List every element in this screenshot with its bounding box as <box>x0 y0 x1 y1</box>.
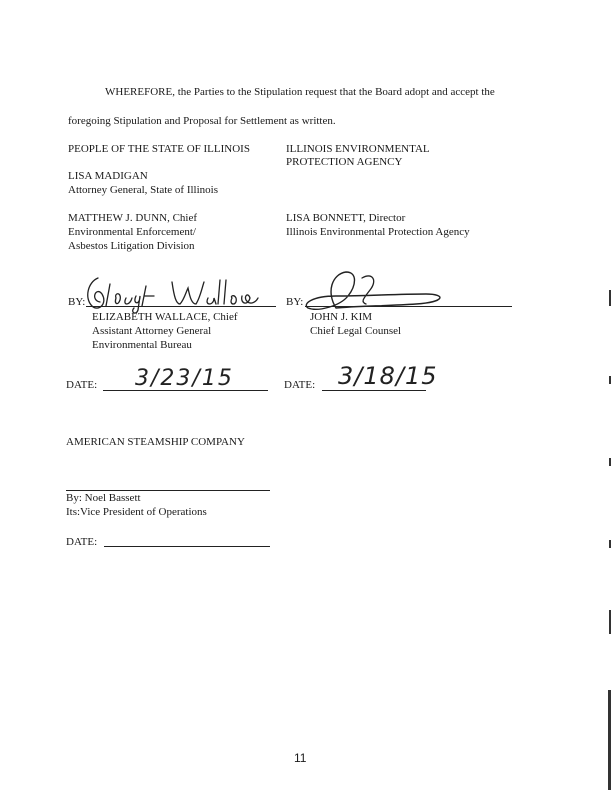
date-label-left: DATE: <box>66 379 98 391</box>
date-value-right: 3/18/15 <box>338 362 438 390</box>
paragraph-line-2: foregoing Stipulation and Proposal for Settlement as written. <box>68 115 336 127</box>
company-signature-line <box>66 490 270 491</box>
date-value-left: 3/23/15 <box>135 366 234 391</box>
left-signer-title-1: Assistant Attorney General <box>92 325 212 337</box>
page-number: 11 <box>294 751 307 765</box>
company-date-line <box>104 546 270 547</box>
company-name: AMERICAN STEAMSHIP COMPANY <box>66 436 245 448</box>
left-official-line-1: MATTHEW J. DUNN, Chief <box>68 212 198 224</box>
right-official-line-2: Illinois Environmental Protection Agency <box>286 226 470 238</box>
date-label-right: DATE: <box>284 379 316 391</box>
company-date-label: DATE: <box>66 536 98 548</box>
paragraph-line-1: WHEREFORE, the Parties to the Stipulation request that the Board adopt and accept the <box>105 86 495 98</box>
left-official-line-2: Environmental Enforcement/ <box>68 226 196 238</box>
right-signer-title: Chief Legal Counsel <box>310 325 402 337</box>
by-label-left: BY: <box>68 296 86 308</box>
left-signer-name: ELIZABETH WALLACE, Chief <box>92 311 238 323</box>
scan-edge-mark <box>609 376 611 384</box>
by-label-right: BY: <box>286 296 304 308</box>
scan-edge-mark <box>609 540 611 548</box>
scan-edge-mark <box>609 290 611 306</box>
right-party-heading-line-1: ILLINOIS ENVIRONMENTAL <box>286 143 430 155</box>
company-signer-title: Its:Vice President of Operations <box>66 506 207 518</box>
right-official-line-1: LISA BONNETT, Director <box>286 212 406 224</box>
scan-edge-mark <box>609 610 611 634</box>
attorney-general-name: LISA MADIGAN <box>68 170 148 182</box>
company-signer: By: Noel Bassett <box>66 492 141 504</box>
date-line-right <box>322 390 426 391</box>
left-signer-title-2: Environmental Bureau <box>92 339 192 351</box>
attorney-general-title: Attorney General, State of Illinois <box>68 184 218 196</box>
right-party-heading-line-2: PROTECTION AGENCY <box>286 156 403 168</box>
scan-edge-mark <box>608 690 611 790</box>
left-official-line-3: Asbestos Litigation Division <box>68 240 195 252</box>
right-signer-name: JOHN J. KIM <box>310 311 373 323</box>
scan-edge-mark <box>609 458 611 466</box>
left-party-heading: PEOPLE OF THE STATE OF ILLINOIS <box>68 143 250 155</box>
